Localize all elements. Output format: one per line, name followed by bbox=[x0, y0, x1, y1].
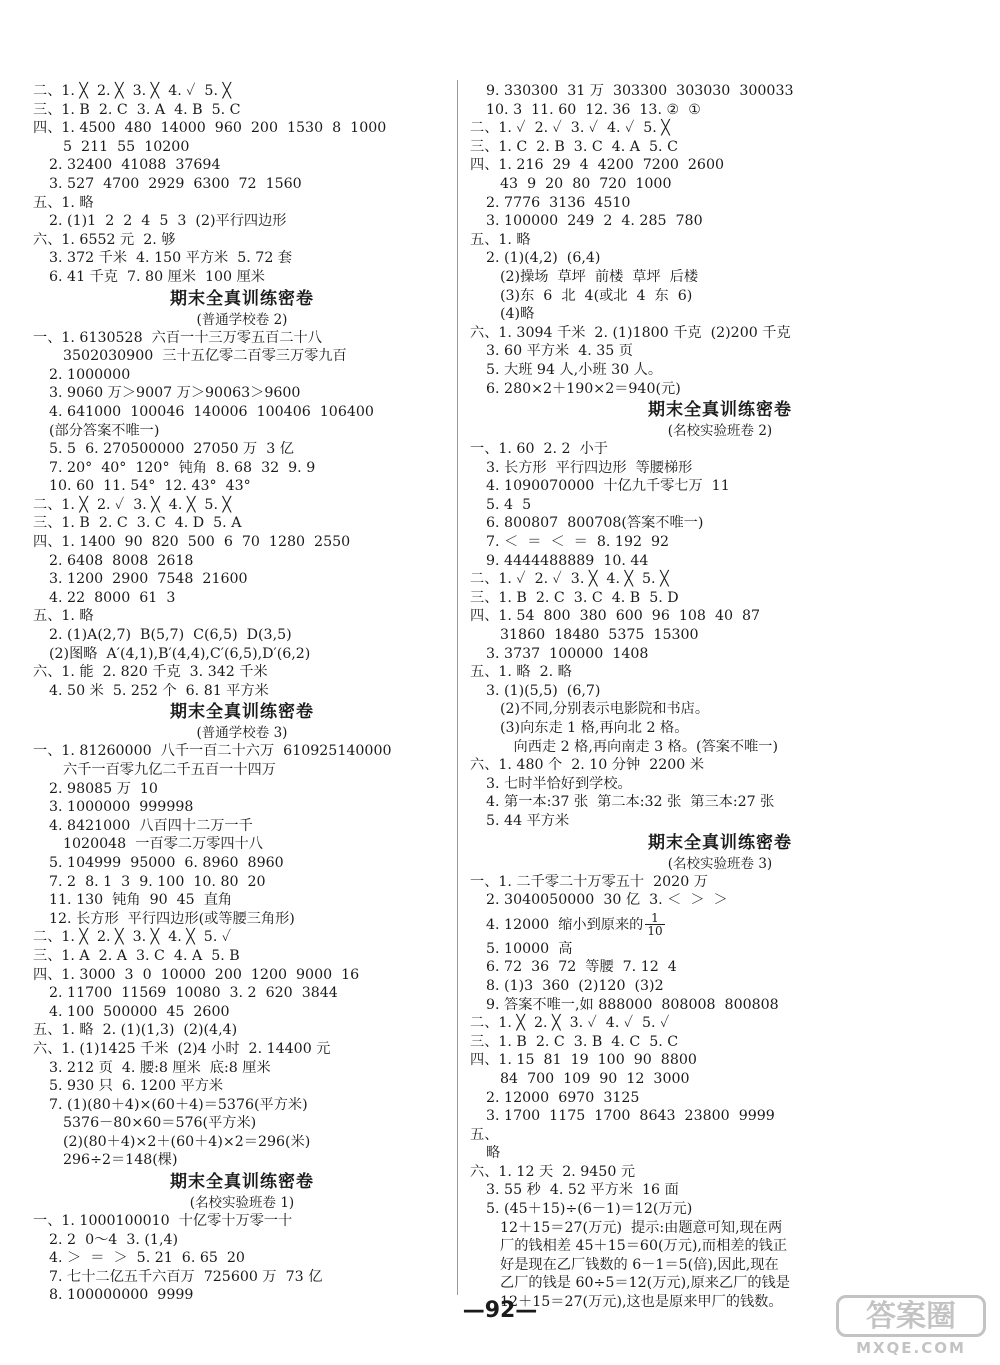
answer-line: (3)东 6 北 4(或北 4 东 6) bbox=[500, 287, 693, 304]
answer-line: 7. 七十二亿五千六百万 725600 万 73 亿 bbox=[49, 1268, 323, 1285]
answer-line: 厂的钱相差 45＋15＝60(万元),而相差的钱正 bbox=[500, 1238, 788, 1255]
answer-line: 9. 330300 31 万 303300 303030 300033 bbox=[486, 83, 794, 99]
answer-line: 四、1. 1400 90 820 500 6 70 1280 2550 bbox=[33, 534, 351, 551]
answer-line: 3. 1200 2900 7548 21600 bbox=[49, 571, 248, 588]
answer-line: (2)操场 草坪 前楼 草坪 后楼 bbox=[500, 268, 699, 285]
answer-line: 4. 50 米 5. 252 个 6. 81 平方米 bbox=[49, 682, 269, 699]
answer-line: 五、1. 略 bbox=[33, 194, 94, 211]
answer-line: 一、1. 1000100010 十亿零十万零一十 bbox=[33, 1213, 293, 1230]
answer-line: 12. 长方形 平行四边形(或等腰三角形) bbox=[49, 910, 295, 927]
answer-line: 9. 答案不唯一,如 888000 808008 800808 bbox=[486, 996, 779, 1013]
answer-line: 2. 11700 11569 10080 3. 2 620 3844 bbox=[49, 985, 338, 1002]
answer-line: 3. 长方形 平行四边形 等腰梯形 bbox=[486, 459, 693, 476]
answer-line: 2. 3040050000 30 亿 3. ＜ ＞ ＞ bbox=[486, 892, 728, 909]
answer-line: 2. 7776 3136 4510 bbox=[486, 194, 631, 211]
section-title: 期末全真训练密卷 bbox=[648, 832, 792, 853]
answer-line: 5. (45＋15)÷(6－1)＝12(万元) bbox=[486, 1201, 693, 1218]
answer-line: 5. 5 6. 270500000 27050 万 3 亿 bbox=[49, 441, 294, 458]
answer-line: 三、1. A 2. A 3. C 4. A 5. B bbox=[33, 947, 240, 964]
answer-line: (2)(80＋4)×2＋(60＋4)×2＝296(米) bbox=[63, 1133, 311, 1150]
answer-line: 3. 60 平方米 4. 35 页 bbox=[486, 343, 633, 360]
answer-line: 5 211 55 10200 bbox=[63, 138, 190, 155]
answer-line: 12＋15＝27(万元) 提示:由题意可知,现在两 bbox=[500, 1219, 783, 1236]
answer-line: 3. 527 4700 2929 6300 72 1560 bbox=[49, 175, 302, 192]
answer-text: 4. 12000 缩小到原来的 bbox=[486, 916, 644, 933]
answer-line: 4. 8421000 八百四十二万一千 bbox=[49, 817, 253, 834]
answer-line: 4. 1090070000 十亿九千零七万 11 bbox=[486, 478, 730, 495]
answer-line: 4. 100 500000 45 2600 bbox=[49, 1003, 230, 1020]
answer-line: 3. 100000 249 2 4. 285 780 bbox=[486, 213, 703, 230]
answer-line: 三、1. B 2. C 3. C 4. B 5. D bbox=[470, 589, 679, 606]
answer-line: 六、1. 能 2. 820 千克 3. 342 千米 bbox=[33, 664, 268, 681]
answer-line: 4. 641000 100046 140006 100406 106400 bbox=[49, 403, 374, 420]
watermark-logo bbox=[836, 1295, 986, 1357]
answer-line bbox=[470, 910, 970, 940]
watermark-title: 答案圈 bbox=[836, 1295, 986, 1337]
answer-line: 2. (1)A(2,7) B(5,7) C(6,5) D(3,5) bbox=[49, 627, 292, 644]
answer-line: 7. ＜ ＝ ＜ ＝ 8. 192 92 bbox=[486, 534, 670, 551]
answer-line: 5. 大班 94 人,小班 30 人。 bbox=[486, 361, 663, 378]
answer-line: 六千一百零九亿二千五百一十四万 bbox=[63, 762, 276, 778]
answer-line: 2. (1)(4,2) (6,4) bbox=[486, 250, 601, 267]
answer-line: 好是现在乙厂钱数的 6－1＝5(倍),因此,现在 bbox=[500, 1256, 779, 1273]
answer-line: 7. (1)(80＋4)×(60＋4)＝5376(平方米) bbox=[49, 1096, 308, 1113]
answer-line: 四、1. 216 29 4 4200 7200 2600 bbox=[470, 157, 724, 174]
fraction bbox=[645, 912, 664, 937]
answer-line: 6. 800807 800708(答案不唯一) bbox=[486, 515, 704, 532]
answer-line: 2. 1000000 bbox=[49, 366, 131, 383]
answer-line: 二、1. ╳ 2. ╳ 3. ✓ 4. ✓ 5. ✓ bbox=[470, 1015, 670, 1032]
answer-line: 84 700 109 90 12 3000 bbox=[500, 1070, 690, 1087]
answer-line: 二、1. ╳ 2. ╳ 3. ╳ 4. ✓ 5. ╳ bbox=[33, 83, 232, 99]
answer-line: 7. 20° 40° 120° 钝角 8. 68 32 9. 9 bbox=[49, 459, 316, 476]
section-title: 期末全真训练密卷 bbox=[170, 702, 314, 723]
answer-line: (部分答案不唯一) bbox=[49, 422, 160, 439]
answer-line: 3. 212 页 4. 腰:8 厘米 底:8 厘米 bbox=[49, 1059, 271, 1076]
answer-line: 5. 4 5 bbox=[486, 496, 532, 513]
answer-line: 2. (1)1 2 2 4 5 3 (2)平行四边形 bbox=[49, 213, 287, 230]
answer-line: 五、 bbox=[470, 1126, 499, 1143]
answer-line: 六、1. 3094 千米 2. (1)1800 千克 (2)200 千克 bbox=[470, 324, 791, 341]
answer-line: (4)略 bbox=[500, 306, 535, 323]
section-title: 期末全真训练密卷 bbox=[170, 288, 314, 309]
answer-line: 一、1. 60 2. 2 小于 bbox=[470, 441, 608, 458]
answer-line: 6. 280×2＋190×2＝940(元) bbox=[486, 380, 681, 397]
page-number: —92— bbox=[462, 1298, 538, 1323]
answer-line: 二、1. ╳ 2. ✓ 3. ╳ 4. ╳ 5. ╳ bbox=[33, 496, 232, 513]
answer-line: (2)图略 A′(4,1),B′(4,4),C′(6,5),D′(6,2) bbox=[49, 645, 311, 662]
answer-line: 1020048 一百零二万零四十八 bbox=[63, 836, 263, 853]
answer-line: 四、1. 15 81 19 100 90 8800 bbox=[470, 1052, 697, 1069]
answer-line: 一、1. 6130528 六百一十三万零五百二十八 bbox=[33, 329, 322, 346]
answer-line: 2. 12000 6970 3125 bbox=[486, 1089, 640, 1106]
answer-line: 二、1. ╳ 2. ╳ 3. ╳ 4. ╳ 5. ✓ bbox=[33, 929, 232, 946]
right-column bbox=[470, 82, 970, 1312]
answer-line: 31860 18480 5375 15300 bbox=[500, 627, 699, 644]
answer-line: 6. 41 千克 7. 80 厘米 100 厘米 bbox=[49, 268, 265, 285]
answer-line: 5. 44 平方米 bbox=[486, 812, 570, 829]
answer-line: 3. 3737 100000 1408 bbox=[486, 645, 649, 662]
section-subtitle: (名校实验班卷 3) bbox=[667, 855, 773, 872]
answer-line: 5. 104999 95000 6. 8960 8960 bbox=[49, 854, 284, 871]
answer-line: 六、1. 6552 元 2. 够 bbox=[33, 231, 176, 248]
answer-line: 二、1. ✓ 2. ✓ 3. ╳ 4. ╳ 5. ╳ bbox=[470, 571, 669, 588]
section-subtitle: (名校实验班卷 2) bbox=[667, 423, 773, 440]
answer-line: 4. 第一本:37 张 第二本:32 张 第三本:27 张 bbox=[486, 794, 775, 811]
answer-line: 3. (1)(5,5) (6,7) bbox=[486, 682, 601, 699]
answer-line: 向西走 2 格,再向南走 3 格。(答案不唯一) bbox=[500, 738, 779, 755]
answer-line: 5. 10000 高 bbox=[486, 940, 573, 957]
fraction-numerator: 1 bbox=[645, 912, 664, 925]
answer-line: 二、1. ✓ 2. ✓ 3. ✓ 4. ✓ 5. ╳ bbox=[470, 120, 670, 137]
answer-line: 五、1. 略 2. 略 bbox=[470, 664, 572, 681]
answer-line: 6. 72 36 72 等腰 7. 12 4 bbox=[486, 959, 677, 976]
answer-line: 五、1. 略 bbox=[33, 608, 94, 625]
answer-line: 12＋15＝27(万元),这也是原来甲厂的钱数。 bbox=[500, 1294, 783, 1311]
answer-line: 8. (1)3 360 (2)120 (3)2 bbox=[486, 977, 664, 994]
answer-line: 2. 2 0～4 3. (1,4) bbox=[49, 1231, 179, 1248]
answer-line: 5. 930 只 6. 1200 平方米 bbox=[49, 1078, 224, 1095]
answer-line: 5376－80×60＝576(平方米) bbox=[63, 1115, 257, 1132]
answer-line: 3. 1700 1175 1700 8643 23800 9999 bbox=[486, 1108, 775, 1125]
fraction-denominator: 10 bbox=[647, 924, 663, 939]
answer-line: 43 9 20 80 720 1000 bbox=[500, 175, 672, 192]
section-subtitle: (普通学校卷 2) bbox=[196, 311, 288, 328]
answer-line: 四、1. 4500 480 14000 960 200 1530 8 1000 bbox=[33, 120, 387, 137]
answer-line: 4. ＞ ＝ ＞ 5. 21 6. 65 20 bbox=[49, 1250, 245, 1267]
answer-line: 3. 1000000 999998 bbox=[49, 799, 194, 816]
answer-line: 3. 9060 万＞9007 万＞90063＞9600 bbox=[49, 385, 301, 402]
answer-line: 三、1. B 2. C 3. A 4. B 5. C bbox=[33, 101, 241, 118]
answer-line: 8. 100000000 9999 bbox=[49, 1287, 194, 1304]
answer-line: 四、1. 54 800 380 600 96 108 40 87 bbox=[470, 608, 761, 625]
answer-line: 三、1. B 2. C 3. B 4. C 5. C bbox=[470, 1033, 679, 1050]
answer-line: 六、1. 480 个 2. 10 分钟 2200 米 bbox=[470, 757, 705, 774]
answer-line: (3)向东走 1 格,再向北 2 格。 bbox=[500, 720, 689, 736]
column-divider bbox=[457, 80, 458, 1295]
answer-line: 三、1. B 2. C 3. C 4. D 5. A bbox=[33, 515, 242, 532]
answer-line: 一、1. 81260000 八千一百二十六万 610925140000 bbox=[33, 743, 392, 760]
answer-line: 五、1. 略 2. (1)(1,3) (2)(4,4) bbox=[33, 1022, 238, 1039]
answer-line: 3. 372 千米 4. 150 平方米 5. 72 套 bbox=[49, 250, 293, 267]
watermark-site: MXQE.COM bbox=[856, 1339, 966, 1357]
answer-line: 7. 2 8. 1 3 9. 100 10. 80 20 bbox=[49, 873, 266, 890]
answer-line: 乙厂的钱是 60÷5＝12(万元),原来乙厂的钱是 bbox=[500, 1275, 790, 1292]
section-title: 期末全真训练密卷 bbox=[170, 1172, 314, 1193]
answer-line: 10. 3 11. 60 12. 36 13. ② ① bbox=[486, 101, 701, 118]
answer-line: 六、1. 12 天 2. 9450 元 bbox=[470, 1163, 636, 1180]
answer-line: 2. 98085 万 10 bbox=[49, 780, 158, 797]
answer-line: 3502030900 三十五亿零二百零三万零九百 bbox=[63, 348, 347, 365]
answer-line: 2. 6408 8008 2618 bbox=[49, 552, 194, 569]
answer-line: 六、1. (1)1425 千米 (2)4 小时 2. 14400 元 bbox=[33, 1040, 331, 1057]
section-subtitle: (普通学校卷 3) bbox=[196, 725, 288, 742]
section-subtitle: (名校实验班卷 1) bbox=[189, 1195, 295, 1212]
answer-line: 略 bbox=[486, 1145, 501, 1162]
answer-line: 3. 55 秒 4. 52 平方米 16 面 bbox=[486, 1182, 679, 1199]
answer-line: 296÷2＝148(棵) bbox=[63, 1152, 178, 1169]
answer-line: 2. 32400 41088 37694 bbox=[49, 157, 221, 174]
answer-line: 9. 4444488889 10. 44 bbox=[486, 552, 649, 569]
answer-line: 五、1. 略 bbox=[470, 231, 531, 248]
left-column bbox=[33, 82, 451, 1305]
answer-line: 10. 60 11. 54° 12. 43° 43° bbox=[49, 478, 251, 495]
answer-line: 四、1. 3000 3 0 10000 200 1200 9000 16 bbox=[33, 966, 360, 983]
answer-line: (2)不同,分别表示电影院和书店。 bbox=[500, 701, 710, 718]
answer-line: 3. 七时半恰好到学校。 bbox=[486, 775, 632, 792]
answer-line: 11. 130 钝角 90 45 直角 bbox=[49, 892, 233, 909]
answer-line: 4. 22 8000 61 3 bbox=[49, 589, 176, 606]
section-title: 期末全真训练密卷 bbox=[648, 400, 792, 421]
answer-line: 三、1. C 2. B 3. C 4. A 5. C bbox=[470, 138, 678, 155]
answer-line: 一、1. 二千零二十万零五十 2020 万 bbox=[470, 873, 708, 890]
